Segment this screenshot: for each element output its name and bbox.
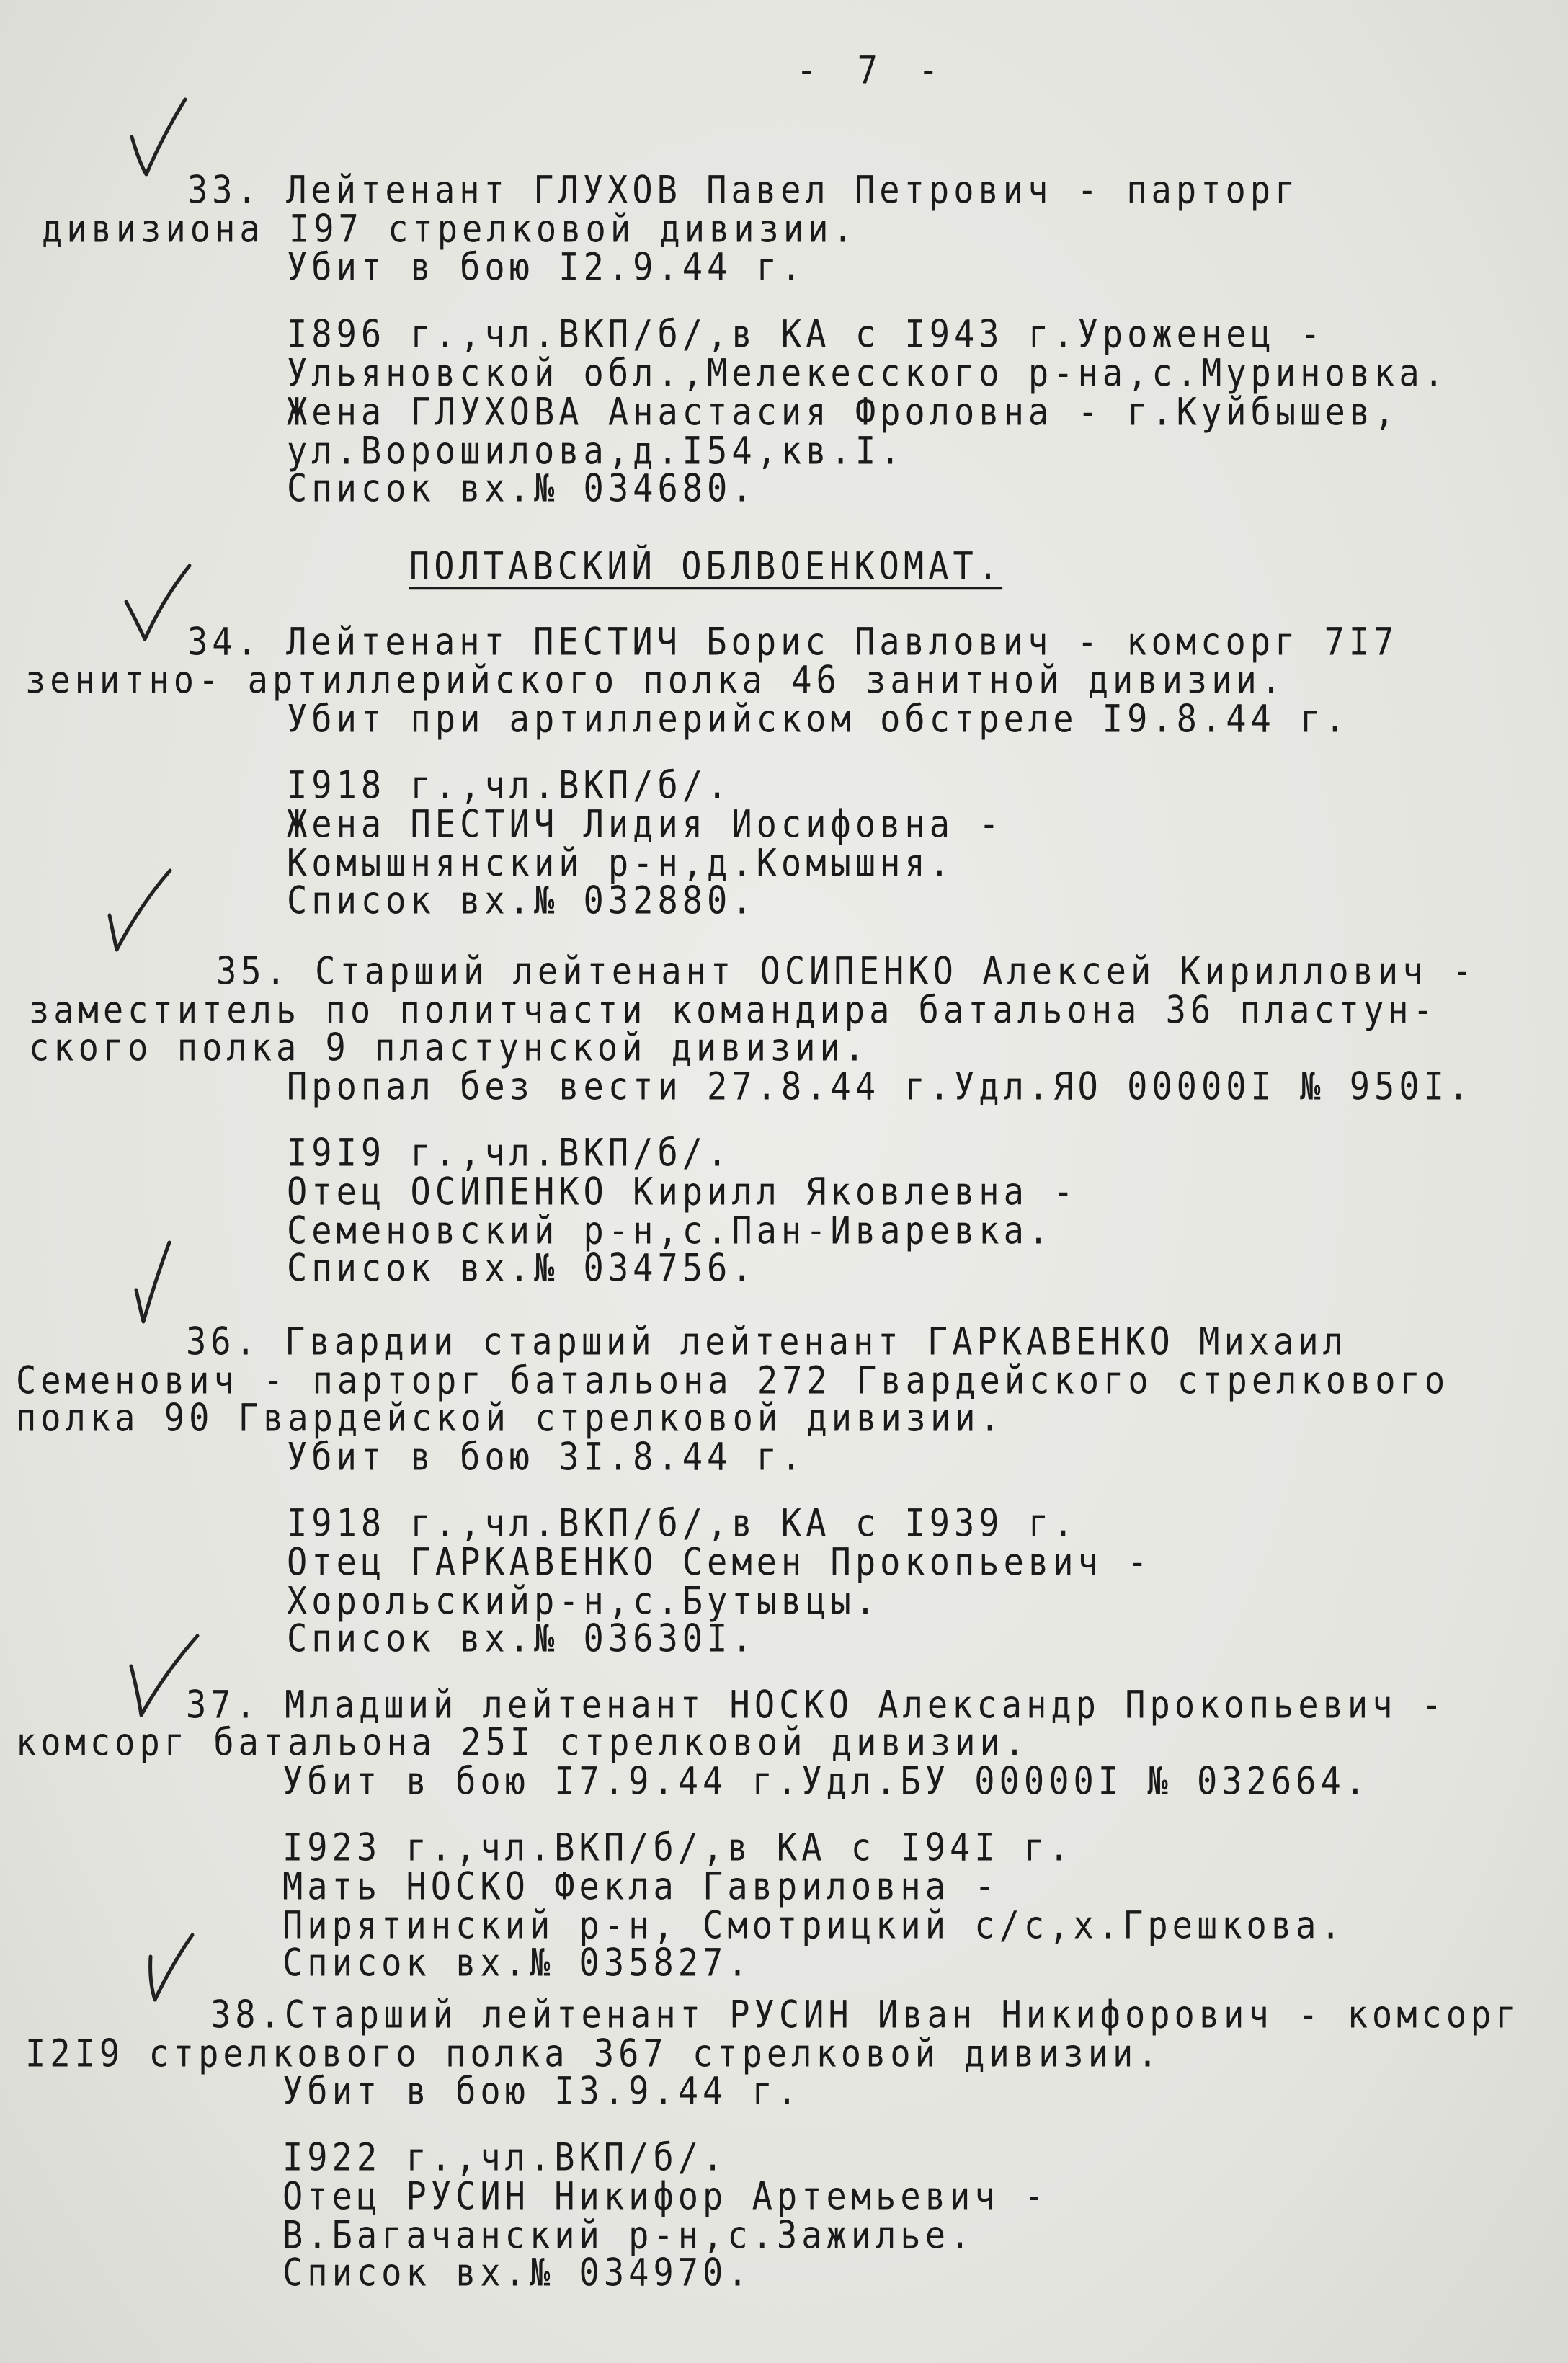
entry-36-line-1: 36. Гвардии старший лейтенант ГАРКАВЕНКО Михаил: [186, 1320, 1348, 1365]
entry-37-line-6: Пирятинский р-н, Смотрицкий с/с,х.Грешкова.: [282, 1903, 1345, 1949]
entry-37-line-7: Список вх.№ 035827.: [282, 1941, 752, 1986]
entry-35-line-4: Пропал без вести 27.8.44 г.Удл.ЯО 00000I № 950I.: [287, 1064, 1474, 1110]
entry-37-line-5: Мать НОСКО Фекла Гавриловна -: [282, 1864, 999, 1910]
entry-35-line-3: ского полка 9 пластунской дивизии.: [29, 1025, 870, 1071]
entry-37-line-4: I923 г.,чл.ВКП/б/,в КА с I94I г.: [282, 1825, 1074, 1871]
entry-34-line-1: 34. Лейтенант ПЕСТИЧ Борис Павлович - комсорг 7I7: [187, 620, 1399, 665]
entry-33-line-3: Убит в бою I2.9.44 г.: [287, 245, 806, 290]
checkmark-icon: [141, 1921, 220, 2014]
entry-36-line-3: полка 90 Гвардейской стрелковой дивизии.: [16, 1396, 1004, 1441]
entry-34-line-3: Убит при артиллерийском обстреле I9.8.44 г.: [287, 697, 1350, 742]
entry-35-line-2: заместитель по политчасти командира батальона 36 пластун-: [29, 988, 1438, 1033]
entry-37-line-1: 37. Младший лейтенант НОСКО Александр Прокопьевич -: [186, 1683, 1447, 1728]
entry-36-line-8: Список вх.№ 03630I.: [287, 1616, 757, 1662]
entry-33-line-4: I896 г.,чл.ВКП/б/,в КА с I943 г.Уроженец -: [287, 312, 1325, 357]
entry-33-line-6: Жена ГЛУХОВА Анастасия Фроловна - г.Куйбышев,: [287, 390, 1399, 435]
entry-38-line-6: В.Багачанский р-н,с.Зажилье.: [282, 2213, 975, 2259]
entry-34-line-6: Комышнянский р-н,д.Комышня.: [287, 841, 955, 886]
entry-35-line-7: Семеновский р-н,с.Пан-Иваревка.: [287, 1209, 1054, 1254]
entry-38-line-2: I2I9 стрелкового полка 367 стрелковой дивизии.: [25, 2032, 1162, 2077]
entry-36-line-4: Убит в бою 3I.8.44 г.: [287, 1435, 806, 1480]
entry-33-line-7: ул.Ворошилова,д.I54,кв.I.: [287, 429, 905, 474]
entry-36-line-6: Отец ГАРКАВЕНКО Семен Прокопьевич -: [287, 1540, 1152, 1585]
page-number: - 7 -: [796, 48, 949, 94]
checkmark-icon: [119, 559, 198, 652]
checkmark-icon: [101, 865, 180, 958]
entry-36-line-7: Хорольскийр-н,с.Бутывцы.: [287, 1579, 881, 1624]
entry-36-line-2: Семенович - парторг батальона 272 Гвардейского стрелкового: [16, 1358, 1450, 1404]
entry-33-line-2: дивизиона I97 стрелковой дивизии.: [42, 207, 858, 252]
entry-38-line-1: 38.Старший лейтенант РУСИН Иван Никифорович - комсорг: [210, 1993, 1520, 2038]
entry-33-line-5: Ульяновской обл.,Мелекесского р-на,с.Муриновка.: [287, 351, 1448, 396]
entry-35-line-5: I9I9 г.,чл.ВКП/б/.: [287, 1131, 732, 1176]
entry-33-line-8: Список вх.№ 034680.: [287, 466, 757, 512]
entry-34-line-7: Список вх.№ 032880.: [287, 878, 757, 924]
entry-35-line-6: Отец ОСИПЕНКО Кирилл Яковлевна -: [287, 1170, 1078, 1215]
section-heading: ПОЛТАВСКИЙ ОБЛВОЕНКОМАТ.: [409, 544, 1003, 589]
entry-36-line-5: I918 г.,чл.ВКП/б/,в КА с I939 г.: [287, 1501, 1078, 1547]
entry-37-line-2: комсорг батальона 25I стрелковой дивизии.: [16, 1720, 1030, 1766]
checkmark-icon: [126, 1238, 205, 1332]
entry-38-line-4: I922 г.,чл.ВКП/б/.: [282, 2135, 728, 2181]
entry-38-line-3: Убит в бою I3.9.44 г.: [282, 2069, 802, 2114]
checkmark-icon: [119, 94, 198, 187]
entry-35-line-8: Список вх.№ 034756.: [287, 1246, 757, 1291]
entry-35-line-1: 35. Старший лейтенант ОСИПЕНКО Алексей Кириллович -: [216, 949, 1477, 994]
entry-38-line-7: Список вх.№ 034970.: [282, 2251, 752, 2296]
entry-34-line-2: зенитно- артиллерийского полка 46 занитной дивизии.: [25, 658, 1286, 703]
entry-38-line-5: Отец РУСИН Никифор Артемьевич -: [282, 2174, 1049, 2220]
entry-37-line-3: Убит в бою I7.9.44 г.Удл.БУ 00000I № 032664.: [282, 1759, 1371, 1804]
entry-34-line-5: Жена ПЕСТИЧ Лидия Иосифовна -: [287, 802, 1004, 847]
entry-34-line-4: I918 г.,чл.ВКП/б/.: [287, 763, 732, 809]
entry-33-line-1: 33. Лейтенант ГЛУХОВ Павел Петрович - парторг: [187, 168, 1300, 213]
